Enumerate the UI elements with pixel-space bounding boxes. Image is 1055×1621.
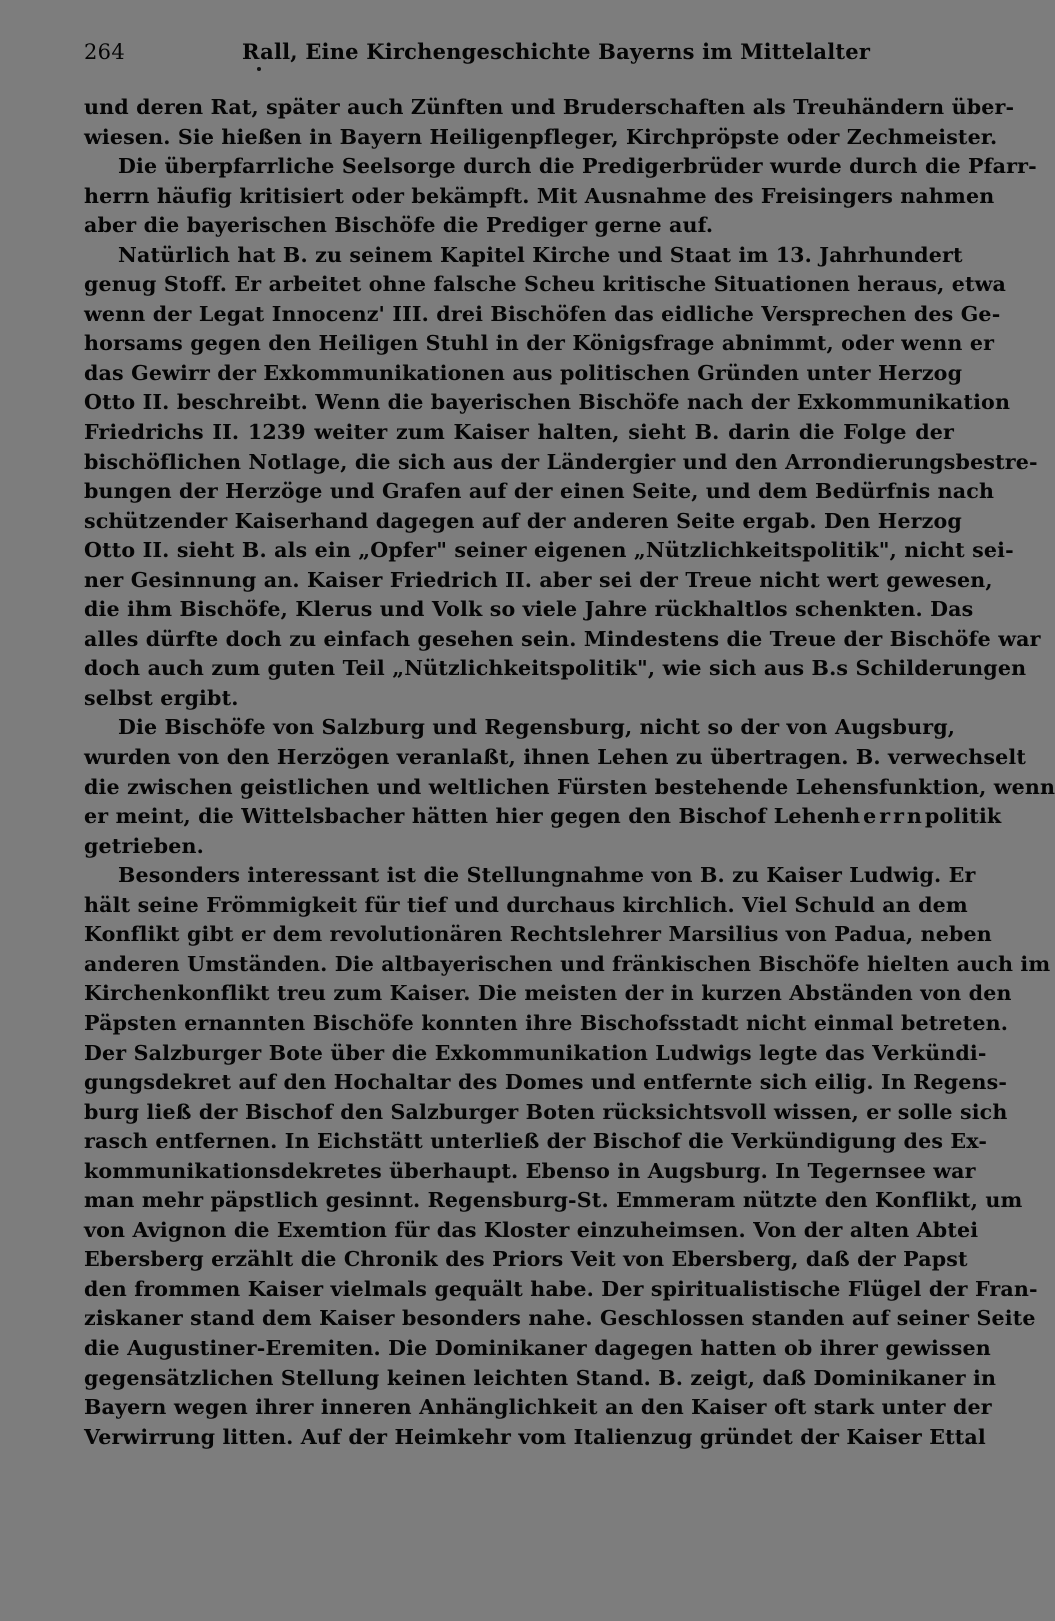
text-line: die Augustiner-Eremiten. Die Dominikaner dagegen hatten ob ihrer gewissen	[84, 1335, 991, 1360]
text-line: und deren Rat, später auch Zünften und Bruderschaften als Treuhändern über-	[84, 95, 1015, 119]
text-line: Bayern wegen ihrer inneren Anhänglichkeit an den Kaiser oft stark unter der	[84, 1395, 992, 1420]
text-line: wurden von den Herzögen veranlaßt, ihnen Lehen zu übertragen. B. verwechselt	[84, 745, 1026, 770]
text-line: gungsdekret auf den Hochaltar des Domes und entfernte sich eilig. In Regens-	[84, 1070, 1008, 1095]
text-line: rasch entfernen. In Eichstätt unterließ der Bischof die Verkündigung des Ex-	[84, 1129, 988, 1154]
text-line: die zwischen geistlichen und weltlichen Fürsten bestehende Lehensfunktion, wenn	[84, 774, 1055, 799]
text-line: burg ließ der Bischof den Salzburger Boten rücksichtsvoll wissen, er solle sich	[84, 1099, 1008, 1124]
text-line: aber die bayerischen Bischöfe die Prediger gerne auf.	[84, 213, 714, 238]
text-line-with-spaced-word	[84, 802, 1002, 832]
spaced-emphasis: herrn	[845, 804, 925, 829]
text-line: den frommen Kaiser vielmals gequält habe. Der spiritualistische Flügel der Fran-	[84, 1276, 1038, 1301]
text-line: genug Stoff. Er arbeitet ohne falsche Scheu kritische Situationen heraus, etwa	[84, 272, 1007, 297]
text-line: man mehr päpstlich gesinnt. Regensburg-St. Emmeram nützte den Konflikt, um	[84, 1188, 1023, 1213]
paragraph-start-line: Die überpfarrliche Seelsorge durch die Predigerbrüder wurde durch die Pfarr-	[118, 154, 1037, 179]
text-line: Kirchenkonflikt treu zum Kaiser. Die meisten der in kurzen Abständen von den	[84, 981, 1012, 1006]
text-line: Der Salzburger Bote über die Exkommunikation Ludwigs legte das Verkündi-	[84, 1040, 987, 1065]
paragraph-start-line: Natürlich hat B. zu seinem Kapitel Kirche und Staat im 13. Jahrhundert	[118, 242, 963, 267]
text-line: Konflikt gibt er dem revolutionären Rechtslehrer Marsilius von Padua, neben	[84, 922, 992, 947]
text-line: bungen der Herzöge und Grafen auf der einen Seite, und dem Bedürfnis nach	[84, 479, 995, 504]
text-line: horsams gegen den Heiligen Stuhl in der Königsfrage abnimmt, oder wenn er	[84, 331, 995, 356]
text-line: von Avignon die Exemtion für das Kloster einzuheimsen. Von der alten Abtei	[84, 1217, 979, 1242]
running-title: Rall, Eine Kirchengeschichte Bayerns im Mittelalter	[242, 39, 871, 64]
paragraph-start-line: Besonders interessant ist die Stellungnahme von B. zu Kaiser Ludwig. Er	[118, 863, 976, 888]
text-line: Päpsten ernannten Bischöfe konnten ihre Bischofsstadt nicht einmal betreten.	[84, 1010, 1009, 1035]
spaced-word-suffix: politik	[924, 804, 1002, 829]
text-line: ziskaner stand dem Kaiser besonders nahe. Geschlossen standen auf seiner Seite	[84, 1306, 1036, 1331]
page-header	[84, 36, 954, 68]
text-line: gegensätzlichen Stellung keinen leichten Stand. B. zeigt, daß Dominikaner in	[84, 1365, 997, 1390]
paragraph-start-line: Die Bischöfe von Salzburg und Regensburg, nicht so der von Augsburg,	[118, 715, 956, 740]
text-line: kommunikationsdekretes überhaupt. Ebenso in Augsburg. In Tegernsee war	[84, 1158, 976, 1183]
text-line: Otto II. beschreibt. Wenn die bayerischen Bischöfe nach der Exkommunikation	[84, 390, 1011, 415]
text-line: das Gewirr der Exkommunikationen aus politischen Gründen unter Herzog	[84, 360, 963, 385]
text-line: selbst ergibt.	[84, 685, 239, 710]
text-line: Ebersberg erzählt die Chronik des Priors Veit von Ebersberg, daß der Papst	[84, 1247, 968, 1272]
text-line: alles dürfte doch zu einfach gesehen sein. Mindestens die Treue der Bischöfe war	[84, 626, 1041, 651]
text-line: ner Gesinnung an. Kaiser Friedrich II. aber sei der Treue nicht wert gewesen,	[84, 567, 993, 592]
text-line: doch auch zum guten Teil „Nützlichkeitspolitik", wie sich aus B.s Schilderungen	[84, 656, 1027, 681]
text-line: getrieben.	[84, 833, 204, 858]
text-line: schützender Kaiserhand dagegen auf der anderen Seite ergab. Den Herzog	[84, 508, 962, 533]
line-text: er meint, die Wittelsbacher hätten hier gegen den Bischof Lehen	[84, 804, 846, 829]
text-line: die ihm Bischöfe, Klerus und Volk so viele Jahre rückhaltlos schenkten. Das	[84, 597, 974, 622]
text-line: Verwirrung litten. Auf der Heimkehr vom Italienzug gründet der Kaiser Ettal	[84, 1424, 986, 1449]
text-line: Otto II. sieht B. als ein „Opfer" seiner eigenen „Nützlichkeitspolitik", nicht sei-	[84, 538, 1014, 563]
text-line: hält seine Frömmigkeit für tief und durchaus kirchlich. Viel Schuld an dem	[84, 892, 968, 917]
page-number: 264	[84, 40, 125, 64]
text-line: wenn der Legat Innocenz' III. drei Bischöfen das eidliche Versprechen des Ge-	[84, 301, 1001, 326]
text-line: anderen Umständen. Die altbayerischen und fränkischen Bischöfe hielten auch im	[84, 951, 1051, 976]
text-line: herrn häufig kritisiert oder bekämpft. Mit Ausnahme des Freisingers nahmen	[84, 183, 995, 208]
text-line: Friedrichs II. 1239 weiter zum Kaiser halten, sieht B. darin die Folge der	[84, 420, 954, 445]
body-text	[84, 93, 1055, 1452]
text-line: bischöflichen Notlage, die sich aus der Ländergier und den Arrondierungsbestre-	[84, 449, 1038, 474]
text-line: wiesen. Sie hießen in Bayern Heiligenpfleger, Kirchpröpste oder Zechmeister.	[84, 124, 998, 149]
